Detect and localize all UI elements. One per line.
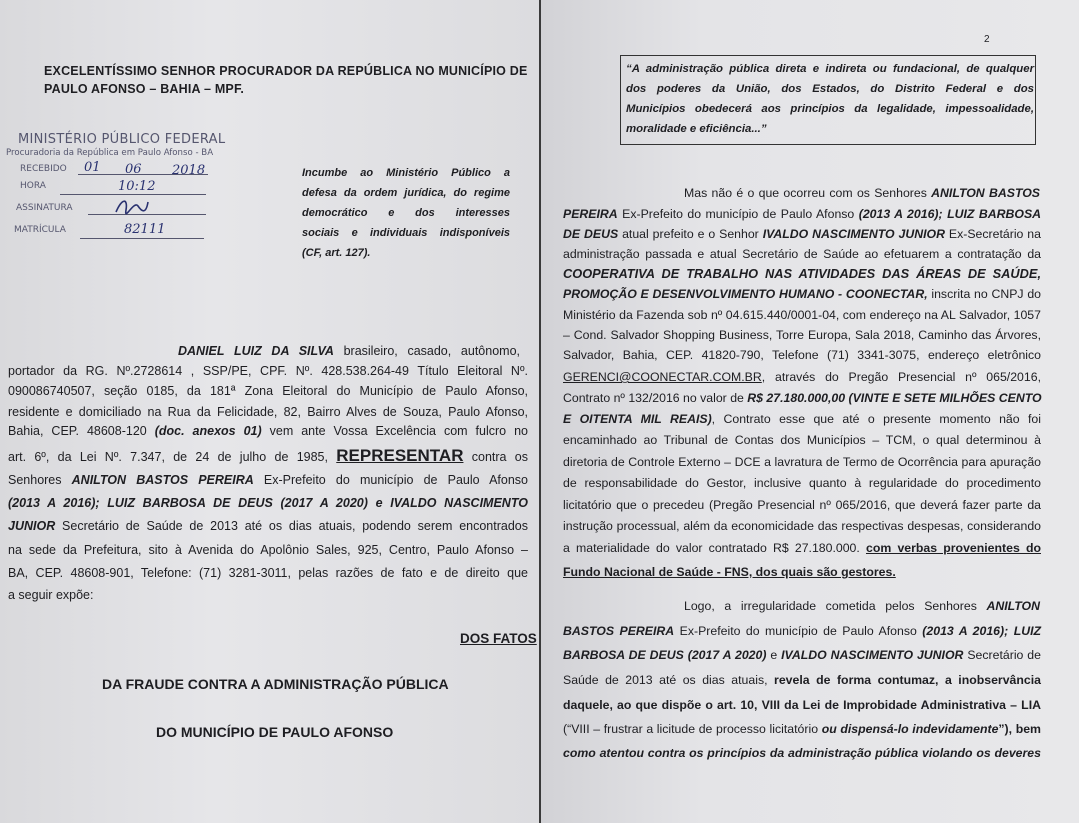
- received-day: 01: [84, 160, 101, 175]
- text-span: DE DEUS: [563, 227, 619, 241]
- text-span: E OITENTA MIL REAIS): [563, 412, 712, 426]
- text-span: Bahia, CEP. 48608-120: [8, 424, 155, 438]
- paragraph-line: [563, 541, 1041, 555]
- text-span: ANILTON: [986, 599, 1040, 613]
- text-span: inscrita no CNPJ do: [927, 287, 1041, 301]
- text-span: LUIZ: [1013, 624, 1042, 638]
- paragraph-line: daquele, ao que dispõe o art. 10, VIII da Lei de Improbidade Administrativa – LIA: [563, 698, 1041, 712]
- epigraph-line: sociais e individuais indisponíveis: [302, 227, 510, 239]
- signature-scribble: [112, 196, 152, 218]
- paragraph-line: portador da RG. Nº.2728614 , SSP/PE, CPF. Nº. 428.538.264-49 Título Eleitoral Nº.: [8, 364, 528, 378]
- quote-line: “A administração pública direta e indireta ou fundacional, de qualquer: [626, 63, 1034, 75]
- paragraph-line: – Cond. Salvador Shopping Business, Torre Europa, Sala 2018, Caminho das Árvores,: [563, 328, 1041, 342]
- received-hora: 10:12: [118, 179, 156, 194]
- received-month: 06: [125, 162, 142, 177]
- paragraph-line: [563, 227, 1041, 241]
- text-span: LUIZ BARBOSA: [947, 207, 1042, 221]
- text-span: IVALDO NASCIMENTO JUNIOR: [781, 648, 964, 662]
- paragraph-line: administração passada e atual Secretário de Saúde ao efetuarem a contratação da: [563, 247, 1041, 261]
- text-span: Mas não é o que ocorreu com os Senhores: [684, 186, 932, 200]
- text-span: (“VIII – frustrar a licitude de processo licitatório: [563, 722, 822, 736]
- stamp-line: [60, 194, 206, 195]
- text-span: (2013 A 2016): [8, 496, 96, 510]
- paragraph-line: Ministério da Fazenda sob nº 04.615.440/0001-04, com endereço na AL Salvador, 1057: [563, 308, 1041, 322]
- text-span: (doc. anexos 01): [154, 424, 262, 438]
- left-page: [0, 0, 539, 823]
- epigraph-line: defesa da ordem jurídica, do regime: [302, 187, 510, 199]
- paragraph-line: [563, 207, 1041, 221]
- paragraph-line: diretoria de Controle Externo – DCE a lavratura de Termo de Ocorrência para apuração: [563, 455, 1041, 469]
- quote-line: moralidade e eficiência...”: [626, 123, 767, 135]
- paragraph-line: Fundo Nacional de Saúde - FNS, dos quais são gestores.: [563, 565, 896, 579]
- quote-line: dos poderes da União, dos Estados, do Distrito Federal e dos: [626, 83, 1034, 95]
- stamp-label-assinatura: ASSINATURA: [16, 203, 73, 213]
- paragraph-line: Salvador, Bahia, CEP. 41820-790, Telefone (71) 3341-3075, endereço eletrônico: [563, 348, 1041, 362]
- text-span: revela de forma contumaz, a inobservância: [774, 673, 1041, 687]
- text-span: a materialidade do valor contratado R$ 27.180.000.: [563, 541, 866, 555]
- paragraph-line: [684, 186, 1040, 200]
- epigraph-line: (CF, art. 127).: [302, 247, 371, 259]
- paragraph-line: de responsabilidade do Gestor, inclusive quanto à regularidade do procedimento: [563, 476, 1041, 490]
- epigraph-line: Incumbe ao Ministério Público a: [302, 167, 510, 179]
- paragraph-line: BA, CEP. 48608-901, Telefone: (71) 3281-3011, pelas razões de fato e de direito que: [8, 566, 528, 580]
- text-span: PEREIRA: [563, 207, 618, 221]
- page-number: 2: [984, 34, 990, 45]
- quote-line: Municípios obedecerá aos princípios da legalidade, impessoalidade,: [626, 103, 1034, 115]
- stamp-label-matricula: MATRÍCULA: [14, 225, 66, 235]
- text-span: (2013 A 2016): [922, 624, 1005, 638]
- paragraph-line: como atentou contra os princípios da administração pública violando os deveres: [563, 746, 1041, 760]
- paragraph-line: [563, 624, 1041, 638]
- text-span: com verbas provenientes do: [865, 541, 1041, 555]
- paragraph-line: [563, 370, 1041, 384]
- paragraph-line: na sede da Prefeitura, sito à Avenida do Apolônio Sales, 925, Centro, Paulo Afonso –: [8, 543, 528, 557]
- paragraph-line: [684, 599, 1040, 613]
- received-year: 2018: [172, 163, 206, 178]
- address-line-1: EXCELENTÍSSIMO SENHOR PROCURADOR DA REPÚBLICA NO MUNICÍPIO DE: [44, 64, 528, 78]
- paragraph-line: [8, 496, 528, 510]
- text-span: BASTOS PEREIRA: [563, 624, 675, 638]
- text-span: PROMOÇÃO E DESENVOLVIMENTO HUMANO - COONECTAR,: [563, 287, 928, 301]
- text-span: ;: [1004, 624, 1014, 638]
- paragraph-line: 090086740507, seção 0185, da 181ª Zona Eleitoral do Município de Paulo Afonso,: [8, 384, 528, 398]
- text-span: Secretário de: [963, 648, 1041, 662]
- text-span: , Contrato esse que até o presente momento não foi: [711, 412, 1041, 426]
- text-span: Saúde de 2013 até os dias atuais,: [563, 673, 775, 687]
- stamp-label-recebido: RECEBIDO: [20, 164, 67, 174]
- text-span: IVALDO NASCIMENTO JUNIOR: [762, 227, 945, 241]
- text-span: (2013 A 2016): [858, 207, 939, 221]
- received-matricula: 82111: [124, 222, 166, 237]
- paragraph-line: [8, 424, 528, 438]
- epigraph-line: democrático e dos interesses: [302, 207, 510, 219]
- paragraph-line: [563, 722, 1041, 736]
- text-span: Ex-Secretário na: [944, 227, 1041, 241]
- text-span: Contrato nº 132/2016 no valor de: [563, 391, 748, 405]
- text-span: atual prefeito e o Senhor: [618, 227, 763, 241]
- paragraph-line: [563, 673, 1041, 687]
- text-span: BARBOSA DE DEUS (2017 A 2020): [563, 648, 767, 662]
- text-span: contra os: [463, 450, 528, 464]
- address-line-2: PAULO AFONSO – BAHIA – MPF.: [44, 82, 245, 96]
- paragraph-line: instrução processual, além da economicidade das respectivas despesas, considerando: [563, 519, 1041, 533]
- paragraph-line: residente e domiciliado na Rua da Felicidade, 82, Bairro Alves de Souza, Paulo Afonso,: [8, 405, 528, 419]
- paragraph-line: [563, 412, 1041, 426]
- text-span: Senhores: [8, 473, 72, 487]
- text-span: ”), bem: [998, 722, 1041, 736]
- text-span: R$ 27.180.000,00 (VINTE E SETE MILHÕES CENTO: [747, 391, 1042, 405]
- paragraph-line: [8, 519, 528, 533]
- representar-word: REPRESENTAR: [336, 446, 464, 465]
- stamp-line: [80, 238, 204, 239]
- text-span: Ex-Prefeito do município de Paulo Afonso: [253, 473, 528, 487]
- paragraph-line: [178, 344, 520, 358]
- text-span: LUIZ BARBOSA DE DEUS (2017 A 2020): [107, 496, 368, 510]
- paragraph-line: licitatório que o precedeu (Pregão Presencial nº 065/2016, que deverá fazer parte da: [563, 498, 1041, 512]
- stamp-label-hora: HORA: [20, 181, 46, 191]
- email-link[interactable]: GERENCI@COONECTAR.COM.BR: [563, 370, 762, 384]
- stamp-title: MINISTÉRIO PÚBLICO FEDERAL: [18, 132, 226, 147]
- text-span: e: [766, 648, 782, 662]
- text-span: Logo, a irregularidade cometida pelos Senhores: [684, 599, 987, 613]
- text-span: IVALDO NASCIMENTO: [390, 496, 528, 510]
- paragraph-line: [8, 446, 528, 466]
- section-subheading: DO MUNICÍPIO DE PAULO AFONSO: [156, 724, 394, 740]
- paragraph-line: [563, 287, 1041, 301]
- text-span: ou dispensá-lo indevidamente: [821, 722, 999, 736]
- text-span: ANILTON BASTOS PEREIRA: [71, 473, 254, 487]
- paragraph-line: [563, 391, 1041, 405]
- paragraph-line: COOPERATIVA DE TRABALHO NAS ATIVIDADES DAS ÁREAS DE SAÚDE,: [563, 266, 1041, 281]
- text-span: art. 6º, da Lei Nº. 7.347, de 24 de julho de 1985,: [8, 450, 337, 464]
- text-span: Ex-Prefeito do município de Paulo Afonso: [674, 624, 923, 638]
- text-span: Ex-Prefeito do município de Paulo Afonso: [617, 207, 859, 221]
- paragraph-line: a seguir expõe:: [8, 588, 94, 602]
- text-span: Secretário de Saúde de 2013 até os dias atuais, podendo serem encontrados: [55, 519, 528, 533]
- text-span: ANILTON BASTOS: [931, 186, 1040, 200]
- text-span: e: [367, 496, 391, 510]
- section-heading: DA FRAUDE CONTRA A ADMINISTRAÇÃO PÚBLICA: [102, 676, 449, 692]
- text-span: ;: [938, 207, 948, 221]
- section-heading-dos-fatos: DOS FATOS: [460, 631, 537, 646]
- text-span: JUNIOR: [8, 519, 56, 533]
- text-span: vem ante Vossa Excelência com fulcro no: [261, 424, 528, 438]
- text-span: brasileiro, casado, autônomo,: [333, 344, 520, 358]
- text-span: ;: [95, 496, 108, 510]
- text-span: , através do Pregão Presencial nº 065/2016,: [761, 370, 1041, 384]
- stamp-subtitle: Procuradoria da República em Paulo Afonso - BA: [6, 148, 214, 158]
- paragraph-line: [563, 648, 1041, 662]
- petitioner-name: DANIEL LUIZ DA SILVA: [178, 344, 334, 358]
- paragraph-line: encaminhado ao Tribunal de Contas dos Municípios – TCM, o qual determinou à: [563, 433, 1041, 447]
- paragraph-line: [8, 473, 528, 487]
